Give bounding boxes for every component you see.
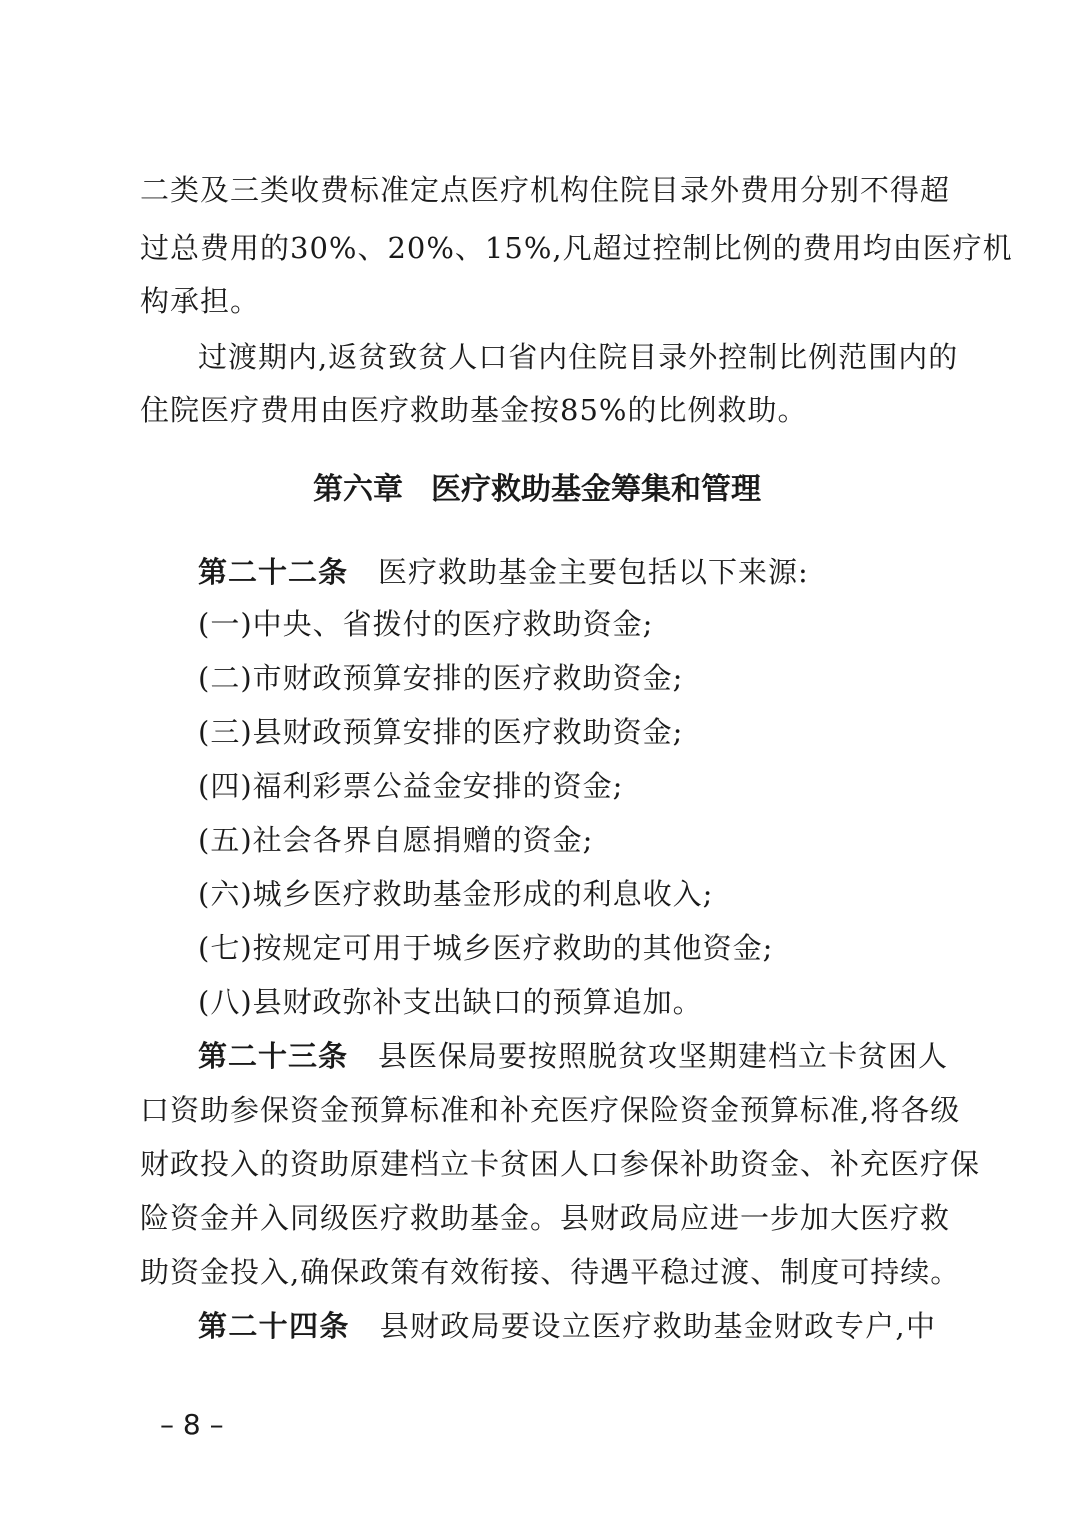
body-line: 住院医疗费用由医疗救助基金按85%的比例救助。 <box>140 393 808 427</box>
list-item: (三)县财政预算安排的医疗救助资金; <box>198 715 684 749</box>
article-24-label: 第二十四条 <box>198 1309 350 1343</box>
article-23 <box>198 1036 949 1076</box>
article-23-first-line: 县医保局要按照脱贫攻坚期建档立卡贫困人 <box>378 1039 949 1073</box>
page-number: – 8 – <box>160 1408 224 1441</box>
list-item: (一)中央、省拨付的医疗救助资金; <box>198 607 654 641</box>
body-line: 过总费用的30%、20%、15%,凡超过控制比例的费用均由医疗机 <box>140 231 1013 265</box>
body-line: 险资金并入同级医疗救助基金。县财政局应进一步加大医疗救 <box>140 1201 951 1235</box>
chapter-title: 医疗救助基金筹集和管理 <box>431 472 761 507</box>
list-item: (五)社会各界自愿捐赠的资金; <box>198 823 594 857</box>
body-line: 构承担。 <box>140 284 261 318</box>
list-item: (七)按规定可用于城乡医疗救助的其他资金; <box>198 931 774 965</box>
chapter-heading <box>0 470 1074 510</box>
article-23-label: 第二十三条 <box>198 1039 349 1073</box>
chapter-number: 第六章 <box>313 472 403 507</box>
body-line: 口资助参保资金预算标准和补充医疗保险资金预算标准,将各级 <box>140 1093 961 1127</box>
body-line: 过渡期内,返贫致贫人口省内住院目录外控制比例范围内的 <box>198 340 959 374</box>
list-item: (八)县财政弥补支出缺口的预算追加。 <box>198 985 703 1019</box>
list-item: (四)福利彩票公益金安排的资金; <box>198 769 624 803</box>
article-24-first-line: 县财政局要设立医疗救助基金财政专户,中 <box>379 1309 936 1343</box>
body-line: 财政投入的资助原建档立卡贫困人口参保补助资金、补充医疗保 <box>140 1147 981 1181</box>
article-24 <box>198 1306 936 1346</box>
article-22 <box>198 552 936 592</box>
article-22-label: 第二十二条 <box>198 555 349 589</box>
list-item: (二)市财政预算安排的医疗救助资金; <box>198 661 684 695</box>
body-line: 助资金投入,确保政策有效衔接、待遇平稳过渡、制度可持续。 <box>140 1255 961 1289</box>
list-item: (六)城乡医疗救助基金形成的利息收入; <box>198 877 714 911</box>
body-line: 二类及三类收费标准定点医疗机构住院目录外费用分别不得超 <box>140 173 951 207</box>
article-22-text: 医疗救助基金主要包括以下来源: <box>378 555 809 589</box>
